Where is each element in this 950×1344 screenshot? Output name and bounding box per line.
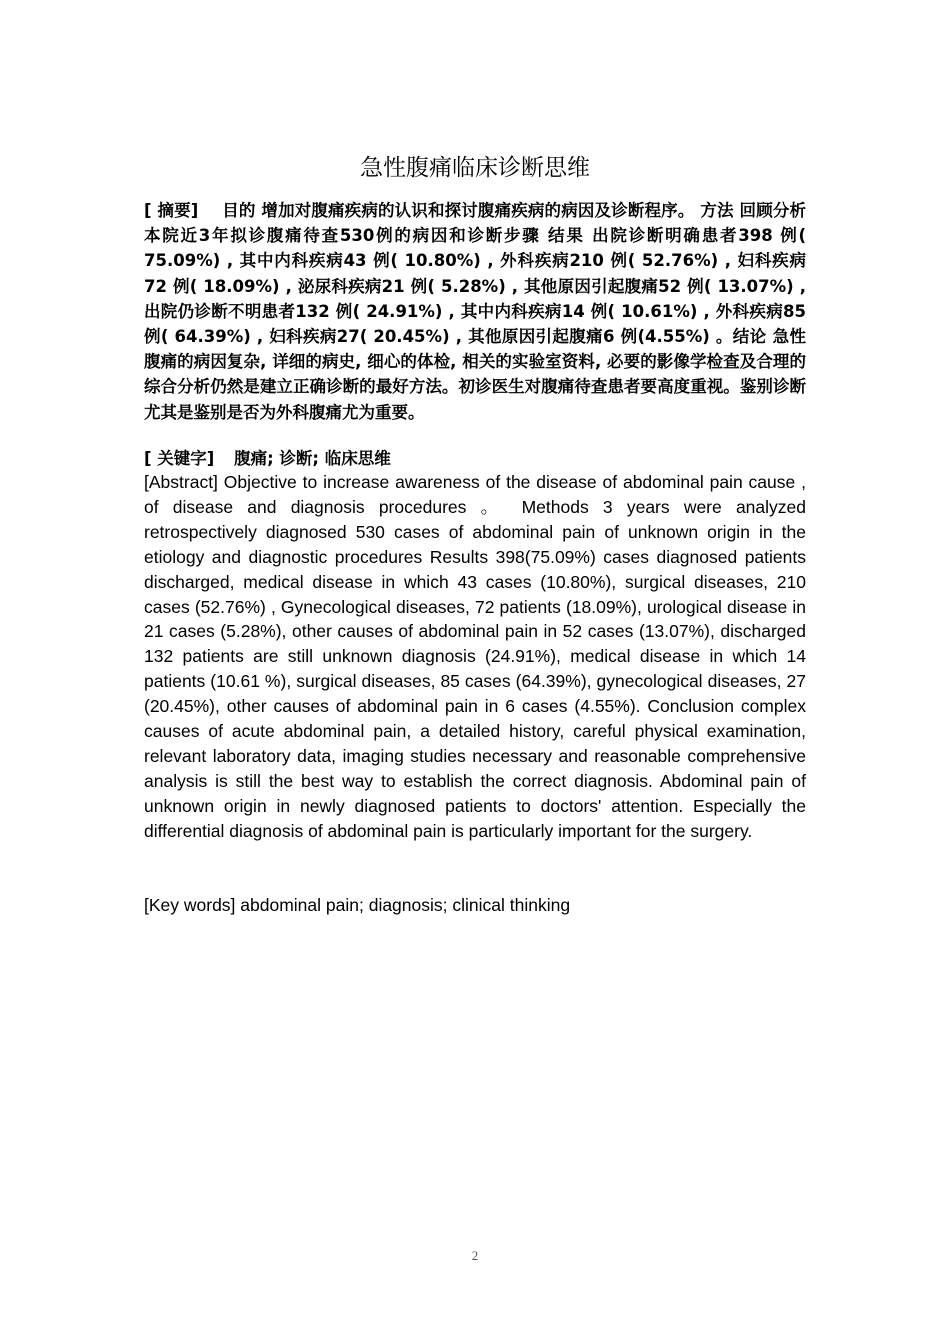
page-number: 2 — [471, 1248, 479, 1263]
paper-title: 急性腹痛临床诊断思维 — [360, 155, 590, 181]
chinese-abstract-text: 目的 增加对腹痛疾病的认识和探讨腹痛疾病的病因及诊断程序。 方法 回顾分析本院近3年拟诊腹痛待查530例的病因和诊断步骤 结果 出院诊断明确患者398 例( 75.09%) , 其中内科疾病43 例( 10.80%) , 外科疾病210 例( 52.76%) , 妇科疾病72 例( 18.09%) , 泌尿科疾病21 例( 5.28%) , 其他原因引起腹痛52 例( 13.07%) , 出院仍诊断不明患者132 例( 24.91%) , 其中内科疾病14 例( 10.61%) , 外科疾病85 例( 64.39%) , 妇科疾病27( 20.45%) , 其他原因引起腹痛6 例(4.55%) 。结论 急性腹痛的病因复杂, 详细的病史, 细心的体检, 相关的实验室资料, 必要的影像学检查及合理的综合分析仍然是建立正确诊断的最好方法。初诊医生对腹痛待查患者要高度重视。鉴别诊断尤其是鉴别是否为外科腹痛尤为重要。 — [144, 201, 807, 422]
english-keywords: [Key words] abdominal pain; diagnosis; clinical thinking — [144, 895, 571, 915]
chinese-abstract-label: [ 摘要] — [144, 201, 199, 220]
chinese-keywords — [144, 446, 806, 471]
english-abstract: [Abstract] Objective to increase awareness of the disease of abdominal pain cause , of disease and diagnosis procedures 。 Methods 3 years were analyzed retrospectively diagnosed 530 cases of abdominal pain of unknown origin in the etiology and diagnostic procedures Results 398(75.09%) cases diagnosed patients discharged, medical disease in which 43 cases (10.80%), surgical diseases, 210 cases (52.76%) , Gynecological diseases, 72 patients (18.09%), urological disease in 21 cases (5.28%), other causes of abdominal pain in 52 cases (13.07%), discharged 132 patients are still unknown diagnosis (24.91%), medical disease in which 14 patients (10.61 %), surgical diseases, 85 cases (64.39%), gynecological diseases, 27 (20.45%), other causes of abdominal pain in 6 cases (4.55%). Conclusion complex causes of acute abdominal pain, a detailed history, careful physical examination, relevant laboratory data, imaging studies necessary and reasonable comprehensive analysis is still the best way to establish the correct diagnosis. Abdominal pain of unknown origin in newly diagnosed patients to doctors' attention. Especially the differential diagnosis of abdominal pain is particularly important for the surgery. — [144, 472, 806, 841]
chinese-keywords-text: 腹痛; 诊断; 临床思维 — [234, 449, 391, 468]
chinese-keywords-label: [ 关键字] — [144, 449, 215, 468]
chinese-abstract — [144, 198, 806, 425]
